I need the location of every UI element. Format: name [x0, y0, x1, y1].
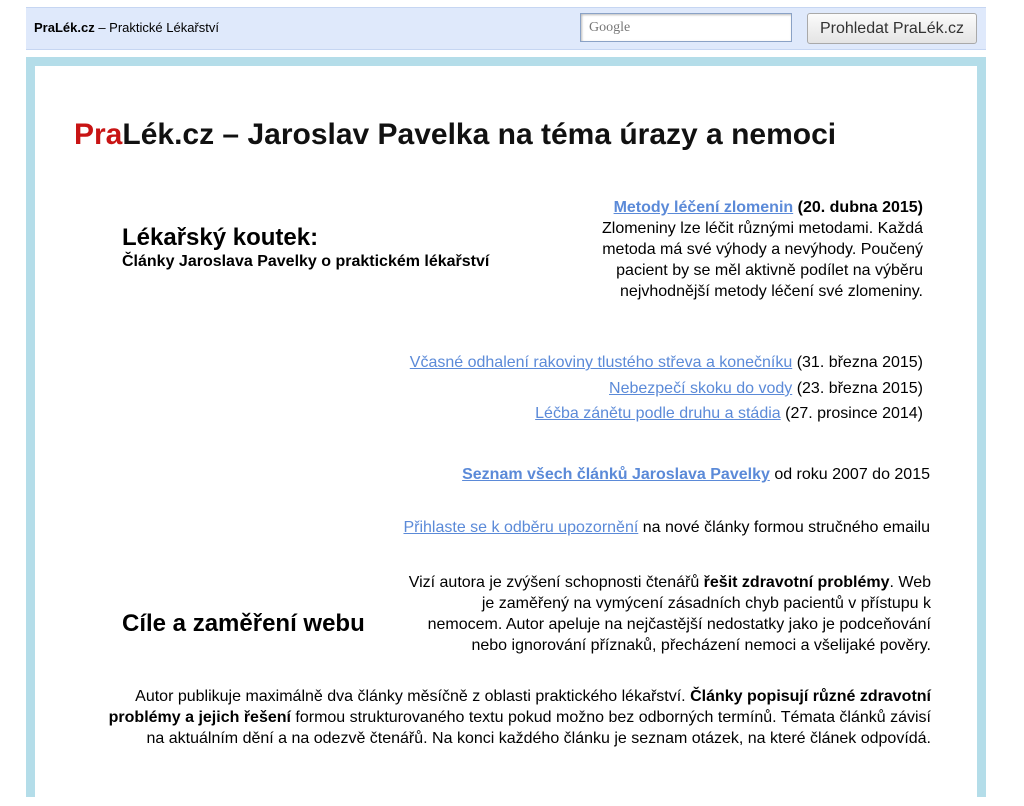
title-highlight: Pra	[74, 118, 123, 151]
search-input[interactable]	[580, 13, 792, 42]
article-date: (23. března 2015)	[796, 380, 923, 397]
title-rest: Lék.cz – Jaroslav Pavelka na téma úrazy a nemoci	[122, 118, 837, 151]
google-logo-icon: Google	[589, 20, 631, 35]
featured-article-summary: Zlomeniny lze léčit různými metodami. Každá metoda má své výhody a nevýhody. Poučený pacient by se měl aktivně podílet na výběru nejvhodnější metody léčení své zlomeniny.	[601, 220, 923, 300]
all-articles-line	[462, 466, 930, 484]
vision-bold: řešit zdravotní problémy	[703, 574, 890, 591]
site-title	[34, 20, 219, 35]
featured-article-date: (20. dubna 2015)	[797, 199, 923, 216]
all-articles-link[interactable]: Seznam všech článků Jaroslava Pavelky	[462, 466, 770, 483]
vision-text: Vizí autora je zvýšení schopnosti čtenářů	[408, 574, 700, 591]
author-paragraph	[95, 686, 931, 749]
search-button[interactable]: Prohledat PraLék.cz	[807, 13, 977, 44]
corner-heading: Lékařský koutek:	[122, 224, 319, 251]
page-title	[74, 118, 836, 152]
featured-article-link[interactable]: Metody léčení zlomenin	[613, 199, 794, 216]
top-bar	[26, 7, 986, 50]
subscribe-text: na nové články formou stručného emailu	[642, 519, 930, 536]
site-name[interactable]: PraLék.cz	[34, 20, 95, 35]
article-item	[410, 354, 923, 372]
featured-article	[575, 197, 923, 302]
article-link[interactable]: Včasné odhalení rakoviny tlustého střeva a konečníku	[409, 354, 793, 371]
article-item	[535, 405, 923, 423]
article-item	[609, 380, 923, 398]
author-bold: Články popisují různé zdravotní problémy a jejich řešení	[108, 688, 931, 726]
article-date: (31. března 2015)	[796, 354, 923, 371]
site-tagline: – Praktické Lékařství	[98, 20, 219, 35]
corner-subheading: Články Jaroslava Pavelky o praktickém lékařství	[122, 253, 490, 270]
subscribe-line	[403, 519, 930, 537]
article-link[interactable]: Nebezpečí skoku do vody	[609, 380, 793, 397]
vision-text-rest: . Web je zaměřený na vymýcení zásadních chyb pacientů v přístupu k nemocem. Autor apeluje na nejčastější nedostatky jako je podceňování nebo ignorování příznaků, přecházení nemoci a všelijaké pověry.	[427, 574, 931, 654]
article-date: (27. prosince 2014)	[785, 405, 923, 422]
main-content	[35, 66, 977, 806]
author-text: Autor publikuje maximálně dva články měsíčně z oblasti praktického lékařství.	[135, 688, 686, 705]
all-articles-text: od roku 2007 do 2015	[774, 466, 930, 483]
author-text-rest: formou strukturovaného textu pokud možno bez odborných termínů. Témata článků závisí na aktuálním dění a na odezvě čtenářů. Na konci každého článku je seznam otázek, na které článek odpovídá.	[146, 709, 931, 747]
subscribe-link[interactable]: Přihlaste se k odběru upozornění	[403, 519, 639, 536]
vision-paragraph	[405, 572, 931, 656]
main-frame	[26, 57, 986, 797]
article-link[interactable]: Léčba zánětu podle druhu a stádia	[535, 405, 781, 422]
goals-heading: Cíle a zaměření webu	[122, 610, 365, 637]
